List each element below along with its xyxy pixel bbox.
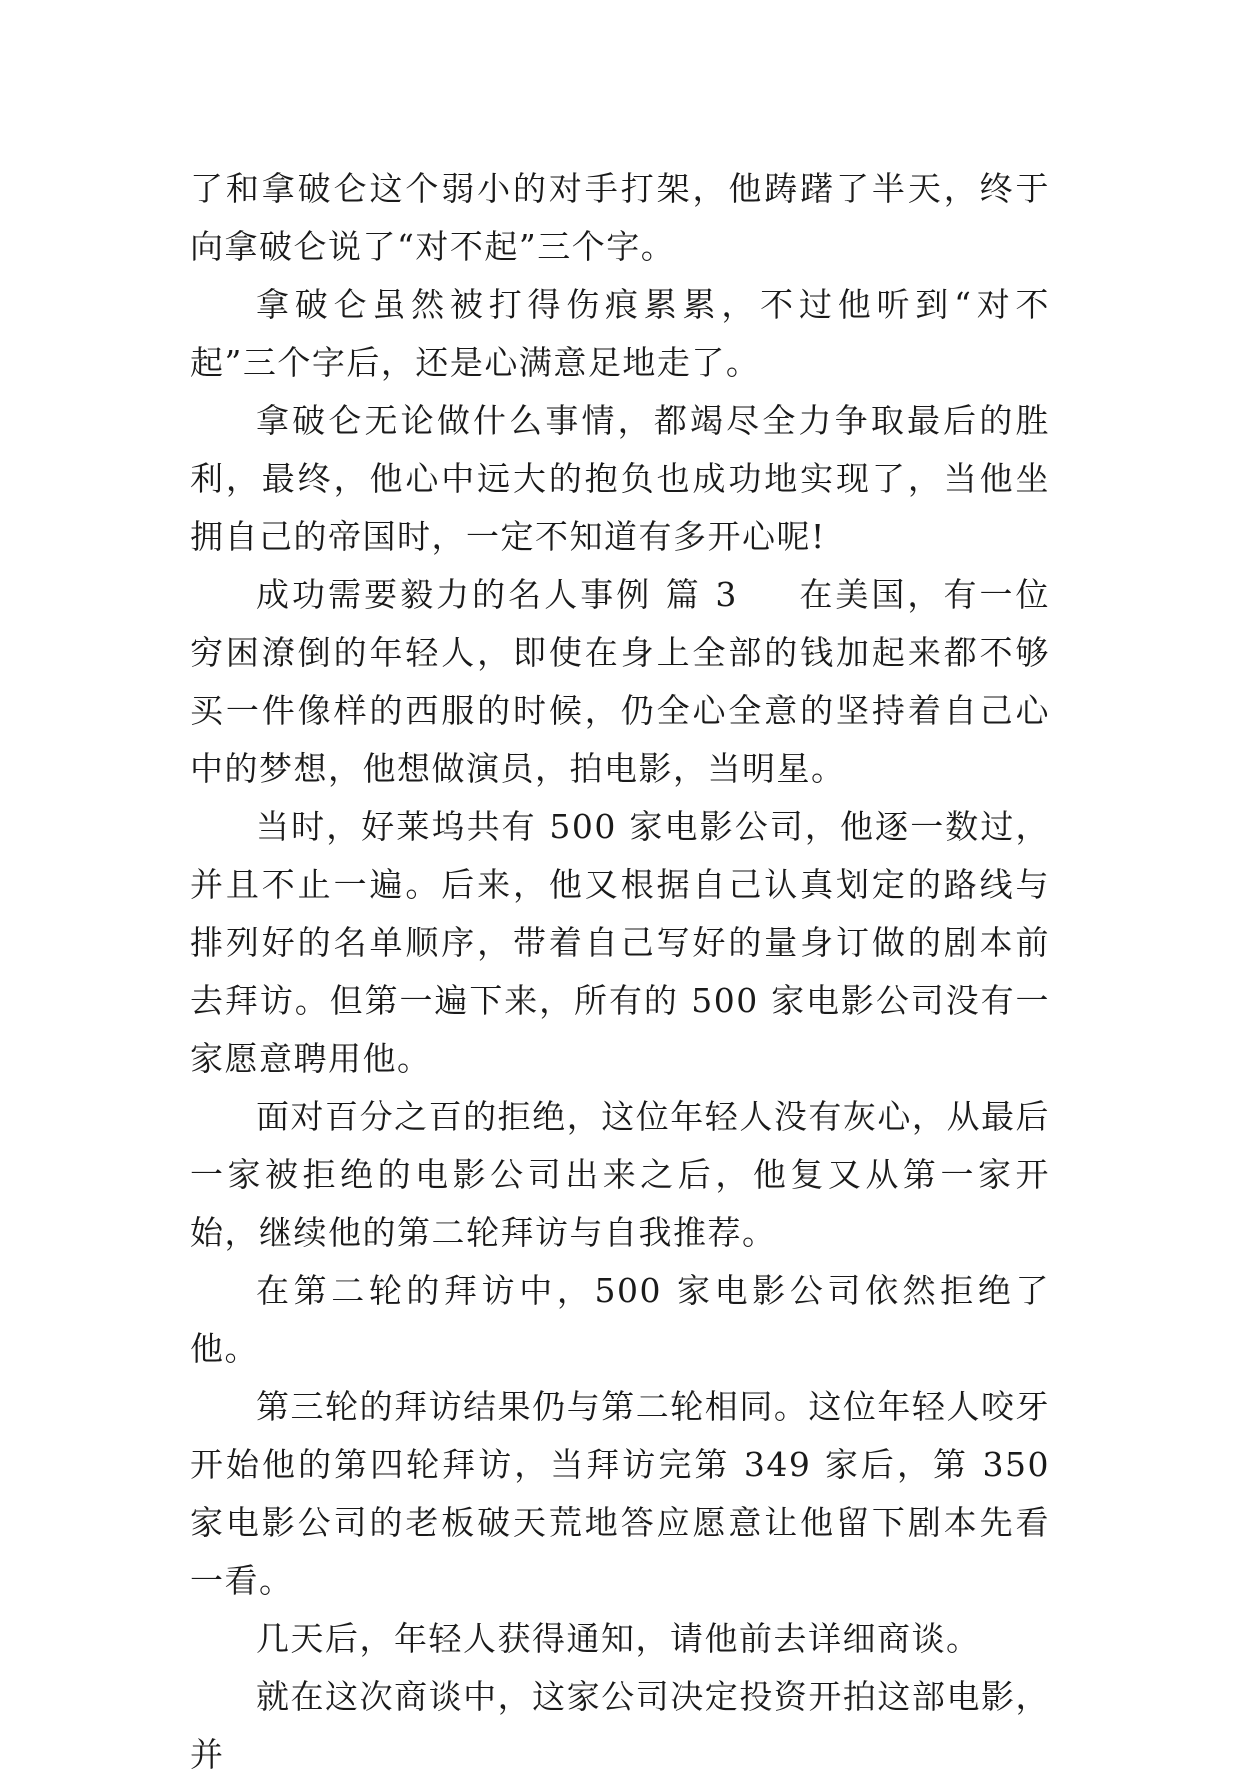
paragraph: 几天后，年轻人获得通知，请他前去详细商谈。: [256, 1619, 981, 1658]
section-heading: 成功需要毅力的名人事例 篇 3: [256, 575, 738, 614]
paragraph: 了和拿破仑这个弱小的对手打架，他踌躇了半天，终于向拿破仑说了“对不起”三个字。: [190, 169, 1050, 266]
paragraph: 第三轮的拜访结果仍与第二轮相同。这位年轻人咬牙开始他的第四轮拜访，当拜访完第 349 家后，第 350 家电影公司的老板破天荒地答应愿意让他留下剧本先看一看。: [190, 1387, 1050, 1600]
paragraph: 在第二轮的拜访中，500 家电影公司依然拒绝了他。: [190, 1271, 1050, 1368]
paragraph: 拿破仑无论做什么事情，都竭尽全力争取最后的胜利，最终，他心中远大的抱负也成功地实现了，当他坐拥自己的帝国时，一定不知道有多开心呢!: [190, 401, 1050, 556]
paragraph: 拿破仑虽然被打得伤痕累累，不过他听到“对不起”三个字后，还是心满意足地走了。: [190, 285, 1050, 382]
document-body: [190, 160, 1050, 1784]
paragraph: 当时，好莱坞共有 500 家电影公司，他逐一数过，并且不止一遍。后来，他又根据自己认真划定的路线与排列好的名单顺序，带着自己写好的量身订做的剧本前去拜访。但第一遍下来，所有的 500 家电影公司没有一家愿意聘用他。: [190, 807, 1050, 1078]
section-paragraph-text: 在美国，有一位穷困潦倒的年轻人，即使在身上全部的钱加起来都不够买一件像样的西服的时候，仍全心全意的坚持着自己心中的梦想，他想做演员，拍电影，当明星。: [190, 575, 1051, 788]
paragraph: 就在这次商谈中，这家公司决定投资开拍这部电影，并: [190, 1677, 1050, 1774]
paragraph: 面对百分之百的拒绝，这位年轻人没有灰心，从最后一家被拒绝的电影公司出来之后，他复又从第一家开始，继续他的第二轮拜访与自我推荐。: [190, 1097, 1050, 1252]
section-paragraph: [190, 566, 1050, 798]
